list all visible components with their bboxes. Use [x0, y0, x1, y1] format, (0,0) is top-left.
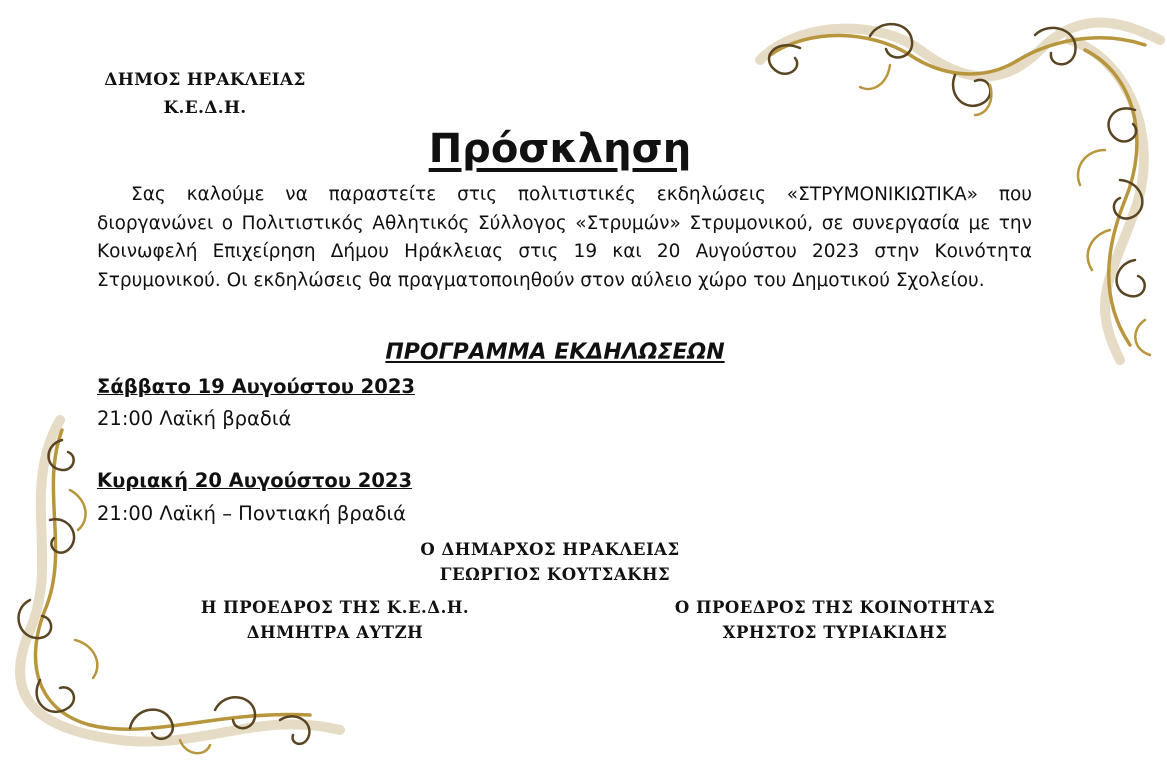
municipality-name: ΔΗΜΟΣ ΗΡΑΚΛΕΙΑΣ — [104, 70, 306, 90]
mayor-signature — [380, 537, 720, 587]
day-1-date: Σάββατο 19 Αυγούστου 2023 — [97, 375, 415, 398]
mayor-role: Ο ΔΗΜΑΡΧΟΣ ΗΡΑΚΛΕΙΑΣ — [420, 540, 680, 559]
president-role: Η ΠΡΟΕΔΡΟΣ ΤΗΣ Κ.Ε.Δ.Η. — [200, 598, 470, 617]
invitation-title: Πρόσκληση — [428, 126, 692, 172]
mayor-name: ΓΕΩΡΓΙΟΣ ΚΟΥΤΣΑΚΗΣ — [439, 565, 671, 584]
day-2-event: 21:00 Λαϊκή – Ποντιακή βραδιά — [97, 502, 406, 525]
program-heading: ΠΡΟΓΡΑΜΜΑ ΕΚΔΗΛΩΣΕΩΝ — [385, 340, 725, 365]
community-president-role: Ο ΠΡΟΕΔΡΟΣ ΤΗΣ ΚΟΙΝΟΤΗΤΑΣ — [674, 598, 996, 617]
enterprise-acronym: Κ.Ε.Δ.Η. — [163, 98, 247, 118]
day-2-date: Κυριακή 20 Αυγούστου 2023 — [97, 469, 413, 492]
president-name: ΔΗΜΗΤΡΑ ΑΥΤΖΗ — [246, 623, 424, 642]
organization-header — [60, 66, 350, 122]
invitation-text: Σας καλούμε να παραστείτε στις πολιτιστικές εκδηλώσεις «ΣΤΡΥΜΟΝΙΚΙΩΤΙΚΑ» που διοργανώνει ο Πολιτιστικός Αθλητικός Σύλλογος «Στρυμών» Στρυμονικού, σε συνεργασία με την Κοινωφελή Επιχείρηση Δήμου Ηράκλειας στις 19 και 20 Αυγούστου 2023 στην Κοινότητα Στρυμονικού. Οι εκδηλώσεις θα πραγματοποιηθούν στον αύλειο χώρο του Δημοτικού Σχολείου. — [97, 184, 1032, 291]
day-1-event: 21:00 Λαϊκή βραδιά — [97, 407, 292, 430]
community-president-signature — [650, 595, 1020, 645]
invitation-paragraph — [97, 181, 1032, 295]
community-president-name: ΧΡΗΣΤΟΣ ΤΥΡΙΑΚΙΔΗΣ — [722, 623, 948, 642]
president-signature — [170, 595, 500, 645]
